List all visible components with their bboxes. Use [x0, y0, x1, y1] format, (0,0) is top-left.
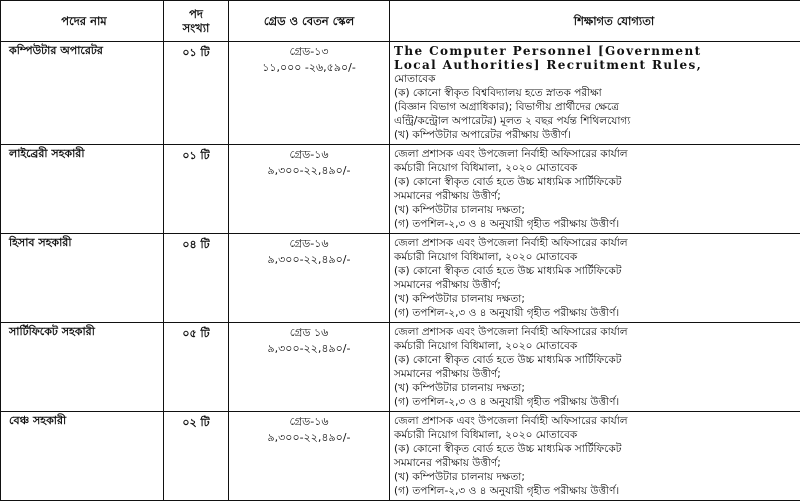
- grade: গ্রেড ১৬: [290, 326, 329, 339]
- qualification-line: (খ) কম্পিউটার চালনায় দক্ষতা;: [394, 470, 800, 484]
- qualification-line: (খ) কম্পিউটার চালনায় দক্ষতা;: [394, 292, 800, 306]
- qualification-line: (ক) কোনো স্বীকৃত বিশ্ববিদ্যালয় হতে স্নাতক পরীক্ষা: [394, 86, 800, 100]
- qualification-line: সমমানের পরীক্ষায় উত্তীর্ণ;: [394, 189, 800, 203]
- grade-scale-cell: [229, 145, 390, 234]
- grade-scale-cell: [229, 234, 390, 323]
- header-post-count: [164, 1, 229, 42]
- qualification-cell: [390, 412, 800, 501]
- qualification-line: Local Authorities] Recruitment Rules,: [394, 58, 800, 72]
- qualification-line: (ক) কোনো স্বীকৃত বোর্ড হতে উচ্চ মাধ্যমিক সার্টিফিকেট: [394, 442, 800, 456]
- pay-scale: ৯,৩০০-২২,৪৯০/-: [268, 431, 351, 444]
- qualification-line: জেলা প্রশাসক এবং উপজেলা নির্বাহী অফিসারের কার্যাল: [394, 325, 800, 339]
- grade: গ্রেড-১৬: [289, 237, 328, 250]
- qualification-line: (খ) কম্পিউটার চালনায় দক্ষতা;: [394, 381, 800, 395]
- qualification-line: সমমানের পরীক্ষায় উত্তীর্ণ;: [394, 367, 800, 381]
- qualification-line: (বিজ্ঞান বিভাগ অগ্রাধিকার); বিভাগীয় প্রার্থীদের ক্ষেত্রে: [394, 100, 800, 114]
- qualification-line: (গ) তপশিল-২,৩ ও ৪ অনুযায়ী গৃহীত পরীক্ষায় উত্তীর্ণ।: [394, 306, 800, 320]
- post-count: ০৪ টি: [164, 234, 229, 323]
- grade: গ্রেড-১৬: [289, 148, 328, 161]
- post-name: কম্পিউটার অপারেটর: [1, 42, 164, 145]
- qualification-line: কর্মচারী নিয়োগ বিধিমালা, ২০২০ মোতাবেক: [394, 250, 800, 264]
- qualification-line: (গ) তপশিল-২,৩ ও ৪ অনুযায়ী গৃহীত পরীক্ষায় উত্তীর্ণ।: [394, 395, 800, 409]
- post-count: ০২ টি: [164, 412, 229, 501]
- pay-scale: ৯,৩০০-২২,৪৯০/-: [268, 164, 351, 177]
- qualification-line: (খ) কম্পিউটার অপারেটর পরীক্ষায় উত্তীর্ণ।: [394, 128, 800, 142]
- pay-scale: ৯,৩০০-২২,৪৯০/-: [268, 253, 351, 266]
- table-row: [1, 323, 800, 412]
- pay-scale: ৯,৩০০-২২,৪৯০/-: [268, 342, 351, 355]
- header-post-count-line2: সংখ্যা: [183, 21, 210, 35]
- header-post-count-line1: পদ: [189, 7, 203, 21]
- qualification-line: এন্ট্রি/কন্ট্রোল অপারেটর) মূলত ২ বছর পর্যন্ত শিথিলযোগ্য: [394, 114, 800, 128]
- qualification-cell: [390, 145, 800, 234]
- qualification-line: কর্মচারী নিয়োগ বিধিমালা, ২০২০ মোতাবেক: [394, 339, 800, 353]
- qualification-line: মোতাবেক: [394, 72, 800, 86]
- table-row: [1, 412, 800, 501]
- post-name: বেঞ্চ সহকারী: [1, 412, 164, 501]
- grade-scale-cell: [229, 412, 390, 501]
- grade-scale-cell: [229, 323, 390, 412]
- qualification-line: কর্মচারী নিয়োগ বিধিমালা, ২০২০ মোতাবেক: [394, 161, 800, 175]
- header-post-name: পদের নাম: [1, 1, 164, 42]
- header-qualification: শিক্ষাগত যোগ্যতা: [390, 1, 800, 42]
- qualification-line: (ক) কোনো স্বীকৃত বোর্ড হতে উচ্চ মাধ্যমিক সার্টিফিকেট: [394, 175, 800, 189]
- post-name: হিসাব সহকারী: [1, 234, 164, 323]
- post-count: ০১ টি: [164, 42, 229, 145]
- qualification-line: জেলা প্রশাসক এবং উপজেলা নির্বাহী অফিসারের কার্যাল: [394, 236, 800, 250]
- qualification-cell: [390, 323, 800, 412]
- table-body: [1, 42, 800, 501]
- qualification-line: (খ) কম্পিউটার চালনায় দক্ষতা;: [394, 203, 800, 217]
- post-name: লাইব্রেরী সহকারী: [1, 145, 164, 234]
- table-row: [1, 42, 800, 145]
- post-count: ০৫ টি: [164, 323, 229, 412]
- qualification-cell: [390, 42, 800, 145]
- grade: গ্রেড-১৩: [289, 45, 328, 58]
- table-row: [1, 145, 800, 234]
- post-name: সার্টিফিকেট সহকারী: [1, 323, 164, 412]
- qualification-cell: [390, 234, 800, 323]
- post-count: ০১ টি: [164, 145, 229, 234]
- qualification-line: (গ) তপশিল-২,৩ ও ৪ অনুযায়ী গৃহীত পরীক্ষায় উত্তীর্ণ।: [394, 484, 800, 498]
- header-row: [1, 1, 800, 42]
- table-row: [1, 234, 800, 323]
- qualification-line: (ক) কোনো স্বীকৃত বোর্ড হতে উচ্চ মাধ্যমিক সার্টিফিকেট: [394, 353, 800, 367]
- grade-scale-cell: [229, 42, 390, 145]
- qualification-line: (গ) তপশিল-২,৩ ও ৪ অনুযায়ী গৃহীত পরীক্ষায় উত্তীর্ণ।: [394, 217, 800, 231]
- header-grade-scale: গ্রেড ও বেতন স্কেল: [229, 1, 390, 42]
- pay-scale: ১১,০০০ -২৬,৫৯০/-: [262, 61, 356, 74]
- qualification-line: The Computer Personnel [Government: [394, 44, 800, 58]
- qualification-line: (ক) কোনো স্বীকৃত বোর্ড হতে উচ্চ মাধ্যমিক সার্টিফিকেট: [394, 264, 800, 278]
- qualification-line: জেলা প্রশাসক এবং উপজেলা নির্বাহী অফিসারের কার্যাল: [394, 414, 800, 428]
- qualification-line: কর্মচারী নিয়োগ বিধিমালা, ২০২০ মোতাবেক: [394, 428, 800, 442]
- qualification-line: সমমানের পরীক্ষায় উত্তীর্ণ;: [394, 456, 800, 470]
- grade: গ্রেড-১৬: [289, 415, 328, 428]
- qualification-line: সমমানের পরীক্ষায় উত্তীর্ণ;: [394, 278, 800, 292]
- qualification-line: জেলা প্রশাসক এবং উপজেলা নির্বাহী অফিসারের কার্যাল: [394, 147, 800, 161]
